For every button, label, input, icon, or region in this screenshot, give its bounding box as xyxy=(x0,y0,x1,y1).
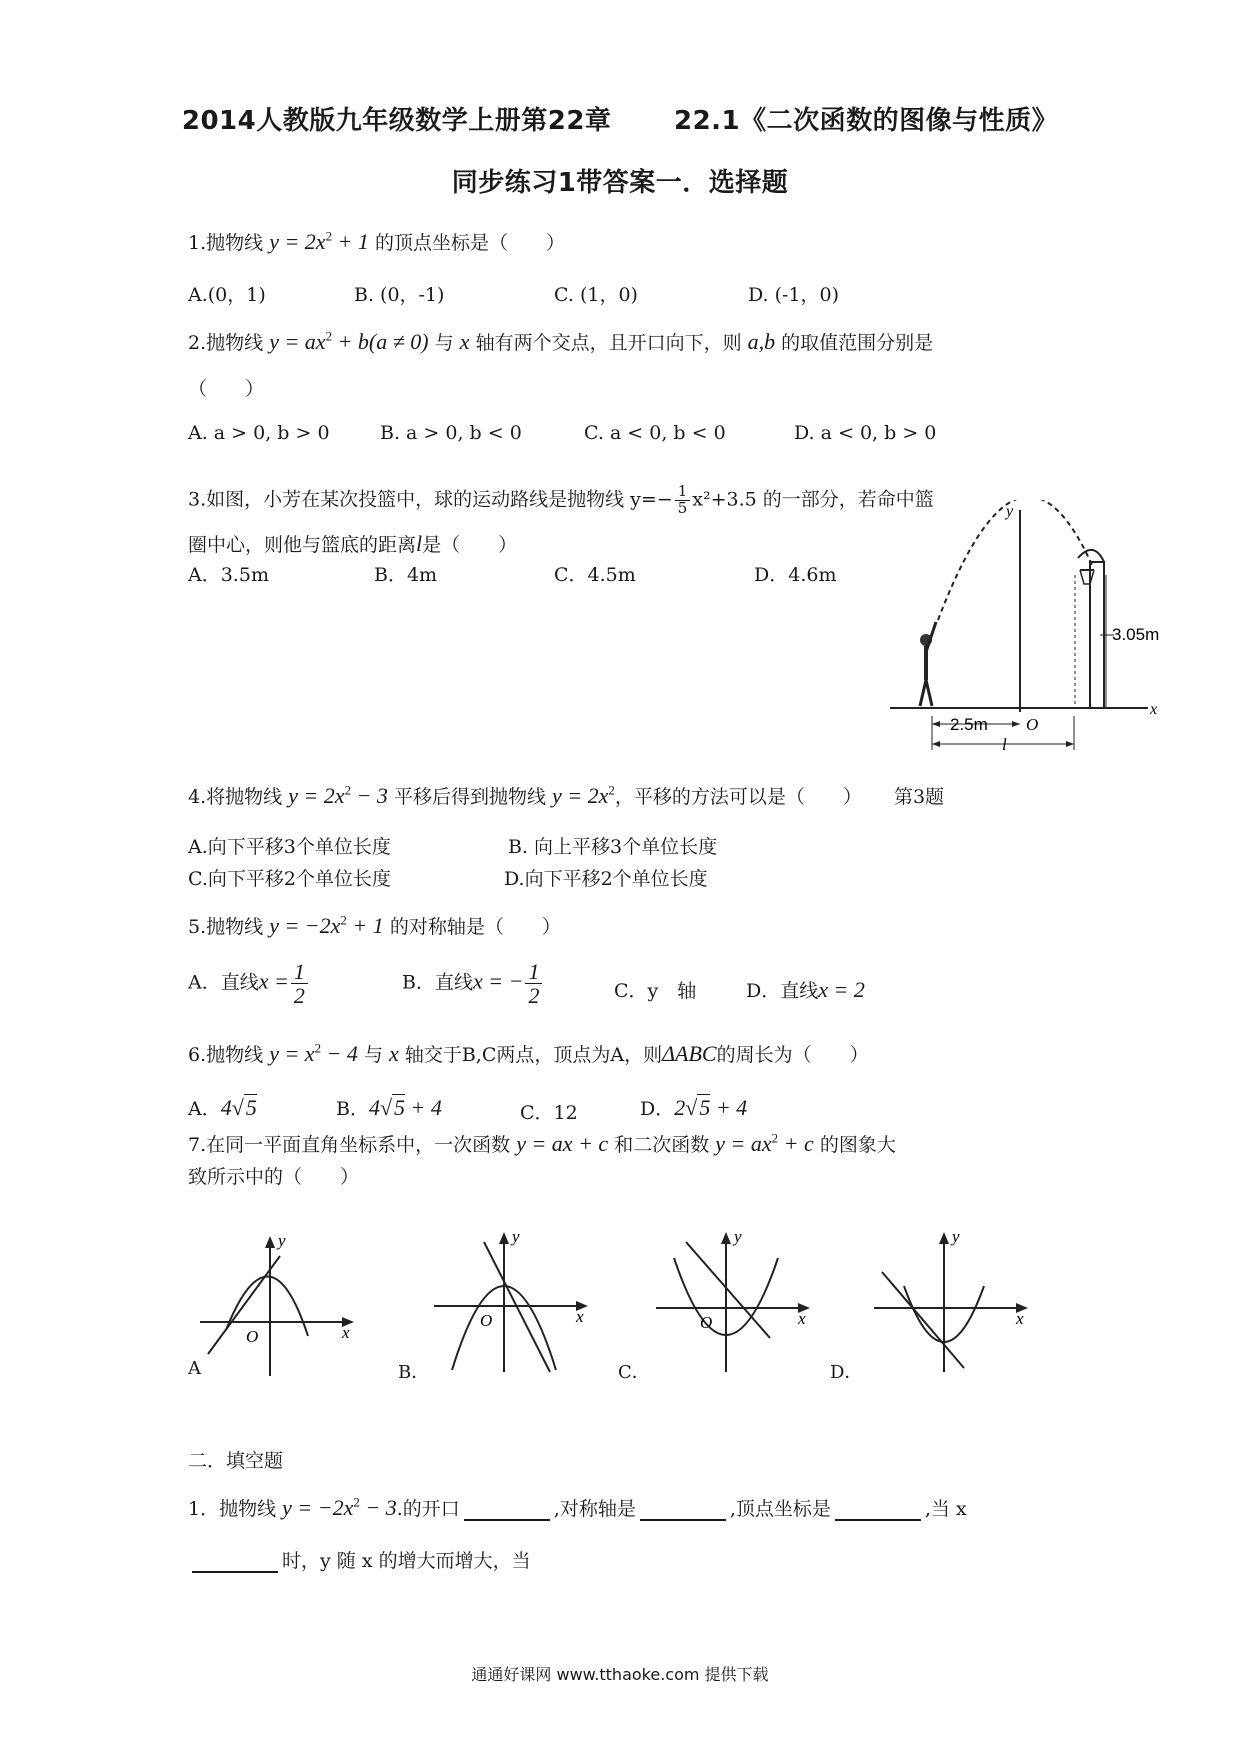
q1-option-d: D. (-1，0) xyxy=(748,284,840,306)
q2-option-b: B. a > 0, b < 0 xyxy=(380,422,522,444)
question-7 xyxy=(188,1130,896,1157)
q6-x-var: x xyxy=(389,1041,399,1066)
q5-option-b: B．直线x = − $\frac{1}{2}$ xyxy=(402,960,544,1007)
q6-formula: $y = x^2 - 4$ xyxy=(269,1040,358,1066)
q5-b-fraction: $\frac{1}{2}$ xyxy=(525,960,542,1007)
q7-graph-b-label: B． xyxy=(398,1362,430,1383)
q2-option-c: C. a < 0, b < 0 xyxy=(584,422,726,444)
fill-question-1 xyxy=(188,1494,967,1521)
svg-text:x: x xyxy=(1016,1309,1024,1328)
q7-graph-a xyxy=(190,1226,370,1386)
q3-option-a: A．3.5m xyxy=(188,564,269,586)
q5-option-d: D．直线x = 2 xyxy=(746,977,865,1002)
q7-graph-d-label: D． xyxy=(830,1362,863,1383)
q7-graph-c-label: C． xyxy=(618,1362,650,1383)
svg-text:x: x xyxy=(576,1307,584,1326)
fill-question-1-line-2 xyxy=(188,1546,531,1573)
footer: 通通好课网 www.tthaoke.com 提供下载 xyxy=(471,1665,769,1684)
q7-stem-end: 的图象大 xyxy=(819,1134,896,1156)
fill1-formula: $y = -2x^2 - 3$ xyxy=(282,1494,397,1520)
fill1-d: ,当 x xyxy=(924,1498,967,1520)
title-line-1: 2014人教版九年级数学上册第22章 22.1《二次函数的图像与性质》 xyxy=(181,106,1059,136)
q2-stem: 2.抛物线 xyxy=(188,332,264,354)
answer-blank[interactable] xyxy=(835,1518,921,1521)
q6-option-a: A．4√5 xyxy=(188,1095,257,1120)
question-6 xyxy=(188,1040,869,1067)
figure-y-label: y xyxy=(1006,503,1014,520)
question-1 xyxy=(188,228,565,255)
q5-stem-end: 的对称轴是（ ） xyxy=(389,916,561,938)
q5-stem: 5.抛物线 xyxy=(188,916,264,938)
q7-formula-1: y = ax + c xyxy=(516,1131,609,1156)
q2-stem-post: 轴有两个交点，且开口向下，则 xyxy=(475,332,742,354)
q3-line-2 xyxy=(188,530,517,557)
svg-text:x: x xyxy=(342,1323,350,1342)
question-5 xyxy=(188,912,561,939)
q7-stem-mid: 和二次函数 xyxy=(614,1134,710,1156)
q2-paren: （ ） xyxy=(188,378,265,400)
figure-height-label: 3.05m xyxy=(1112,625,1160,644)
question-2 xyxy=(188,328,933,355)
q3-option-b: B．4m xyxy=(374,564,438,586)
q7-graph-b xyxy=(424,1222,604,1382)
q3-line2-end: 是（ ） xyxy=(422,534,518,556)
q2-x-var: x xyxy=(459,329,470,354)
q1-option-a: A.(0，1) xyxy=(188,284,266,306)
q7-line-2: 致所示中的（ ） xyxy=(188,1166,360,1188)
q2-formula: $y = ax^2 + b(a \ne 0)$ xyxy=(269,328,429,354)
q5-option-c: C．y 轴 xyxy=(614,980,697,1002)
q5-a-fraction: $\frac{1}{2}$ xyxy=(291,960,308,1007)
q4-option-d: D.向下平移2个单位长度 xyxy=(504,868,708,890)
q4-stem-mid: 平移后得到抛物线 xyxy=(393,786,546,808)
svg-text:y: y xyxy=(512,1227,520,1246)
q7-graph-c xyxy=(646,1222,826,1382)
q4-formula-2: $y = 2x^2$ xyxy=(552,782,615,808)
svg-text:O: O xyxy=(480,1311,493,1330)
fill1-c: ,顶点坐标是 xyxy=(729,1498,831,1520)
figure-l-label: l xyxy=(1002,735,1007,754)
q2-stem-end: 的取值范围分别是 xyxy=(781,332,934,354)
q2-ab-vars: a,b xyxy=(747,329,776,354)
svg-text:x: x xyxy=(798,1309,806,1328)
q2-stem-mid: 与 xyxy=(434,332,454,354)
q1-formula: $y = 2x^2 + 1$ xyxy=(269,228,369,254)
q3-option-d: D．4.6m xyxy=(754,564,837,586)
q2-option-a: A. a > 0, b > 0 xyxy=(188,422,330,444)
q6-option-c: C．12 xyxy=(520,1102,578,1124)
q6-stem-end: 的周长为（ ） xyxy=(716,1044,869,1066)
figure-dist-label: 2.5m xyxy=(950,715,988,734)
q3-fraction: $\frac{1}{5}$ xyxy=(675,484,691,517)
q3-stem: 3.如图，小芳在某次投篮中，球的运动路线是抛物线 y=− xyxy=(188,488,673,511)
fill1-a: .的开口 xyxy=(396,1498,460,1520)
svg-text:O: O xyxy=(700,1313,713,1332)
q6-option-b: B．4√5 + 4 xyxy=(336,1095,442,1120)
q5-option-a: A．直线x = $\frac{1}{2}$ xyxy=(188,960,310,1007)
q4-option-b: B. 向上平移3个单位长度 xyxy=(508,836,718,858)
answer-blank[interactable] xyxy=(640,1518,726,1521)
svg-text:y: y xyxy=(734,1227,742,1246)
svg-text:y: y xyxy=(278,1231,286,1250)
q6-triangle: ΔABC xyxy=(662,1041,717,1066)
title-line-2: 同步练习1带答案一．选择题 xyxy=(451,168,789,198)
q3-line2-text: 圈中心，则他与篮底的距离 xyxy=(188,534,417,556)
answer-blank[interactable] xyxy=(192,1570,278,1573)
q3-stem-end: x²+3.5 的一部分，若命中篮 xyxy=(692,488,934,511)
figure-x-label: x xyxy=(1150,701,1158,718)
q6-option-d: D．2√5 + 4 xyxy=(640,1095,748,1120)
q4-option-c: C.向下平移2个单位长度 xyxy=(188,868,391,890)
svg-text:y: y xyxy=(952,1227,960,1246)
figure-origin-label: O xyxy=(1026,715,1039,734)
basketball-figure xyxy=(880,500,1170,760)
q2-option-d: D. a < 0, b > 0 xyxy=(794,422,937,444)
answer-blank[interactable] xyxy=(464,1518,550,1521)
q4-stem: 4.将抛物线 xyxy=(188,786,283,808)
fill1-line2: 时，y 随 x 的增大而增大，当 xyxy=(282,1550,531,1572)
q7-graph-d xyxy=(864,1222,1044,1382)
q7-formula-2: $y = ax^2 + c$ xyxy=(715,1130,814,1156)
question-3 xyxy=(188,484,934,517)
q3-l-var: l xyxy=(416,531,423,556)
fill1-b: ,对称轴是 xyxy=(553,1498,636,1520)
q3-option-c: C．4.5m xyxy=(554,564,636,586)
section-2-heading: 二．填空题 xyxy=(188,1450,284,1472)
q1-stem-end: 的顶点坐标是（ ） xyxy=(374,232,565,254)
question-4 xyxy=(188,782,944,809)
svg-text:O: O xyxy=(246,1327,259,1346)
q7-graph-a-label: A xyxy=(188,1358,201,1379)
q6-stem-post: 轴交于B,C两点，顶点为A，则 xyxy=(404,1044,663,1066)
figure-3-caption: 第3题 xyxy=(893,786,945,808)
q5-formula: $y = -2x^2 + 1$ xyxy=(269,912,384,938)
q4-option-a: A.向下平移3个单位长度 xyxy=(188,836,391,858)
q7-stem: 7.在同一平面直角坐标系中，一次函数 xyxy=(188,1134,511,1156)
q1-stem: 1.抛物线 xyxy=(188,232,264,254)
q4-stem-end: ，平移的方法可以是（ ） xyxy=(614,786,862,808)
q4-formula-1: $y = 2x^2 - 3$ xyxy=(288,782,388,808)
fill1-pre: 1．抛物线 xyxy=(188,1498,277,1520)
q1-option-b: B. (0，-1) xyxy=(354,284,445,306)
q6-stem-mid: 与 xyxy=(363,1044,383,1066)
q6-stem: 6.抛物线 xyxy=(188,1044,264,1066)
q1-option-c: C. (1，0) xyxy=(554,284,638,306)
